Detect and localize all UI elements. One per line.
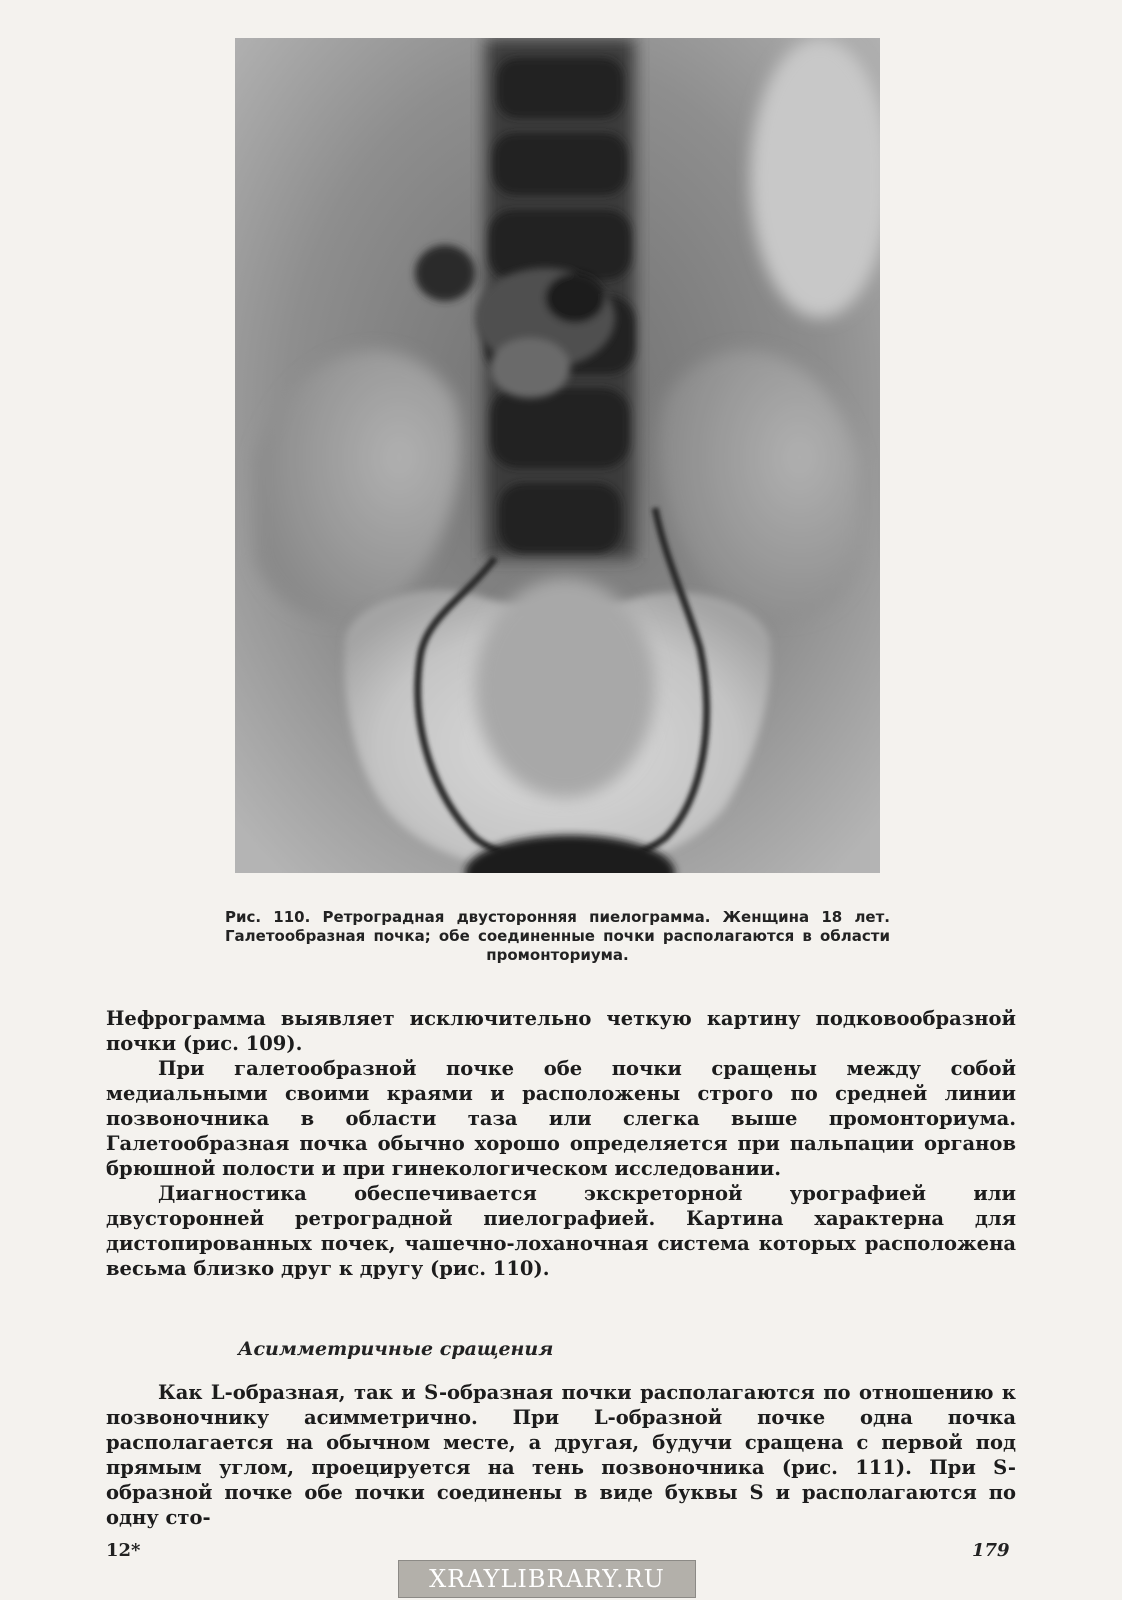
figure-caption: Рис. 110. Ретроградная двусторонняя пиелограмма. Женщина 18 лет. Галетообразная почка; обе соединенные почки располагаются в области промонториума.: [225, 908, 890, 964]
xray-figure: [235, 38, 880, 873]
paragraph-2: При галетообразной почке обе почки сращены между собой медиальными своими краями и расположены строго по средней линии позвоночника в области таза или слегка выше промонториума. Галетообразная почка обычно хорошо определяется при пальпации органов брюшной полости и при гинекологическом исследовании.: [106, 1057, 1016, 1180]
paragraph-3: Диагностика обеспечивается экскреторной урографией или двусторонней ретроградной пиелографией. Картина характерна для дистопированных почек, чашечно-лоханочная система которых расположена весьма близко друг к другу (рис. 110).: [106, 1182, 1016, 1280]
page-number: 179: [972, 1540, 1010, 1561]
watermark-banner: [398, 1560, 696, 1598]
signature-mark: 12*: [106, 1540, 141, 1561]
paragraph-4: Как L-образная, так и S-образная почки располагаются по отношению к позвоночнику асимметрично. При L-образной почке одна почка располагается на обычном месте, а другая, будучи сращена с первой под прямым углом, проецируется на тень позвоночника (рис. 111). При S-образной почке обе почки соединены в виде буквы S и располагаются по одну сто-: [106, 1381, 1016, 1529]
section-subheading: Асимметричные сращения: [238, 1338, 554, 1360]
xray-image: [235, 38, 880, 873]
body-text: [106, 1006, 1016, 1281]
watermark-text: XRAYLIBRARY.RU: [429, 1565, 665, 1593]
paragraph-1: Нефрограмма выявляет исключительно четкую картину подковообразной почки (рис. 109).: [106, 1007, 1016, 1055]
